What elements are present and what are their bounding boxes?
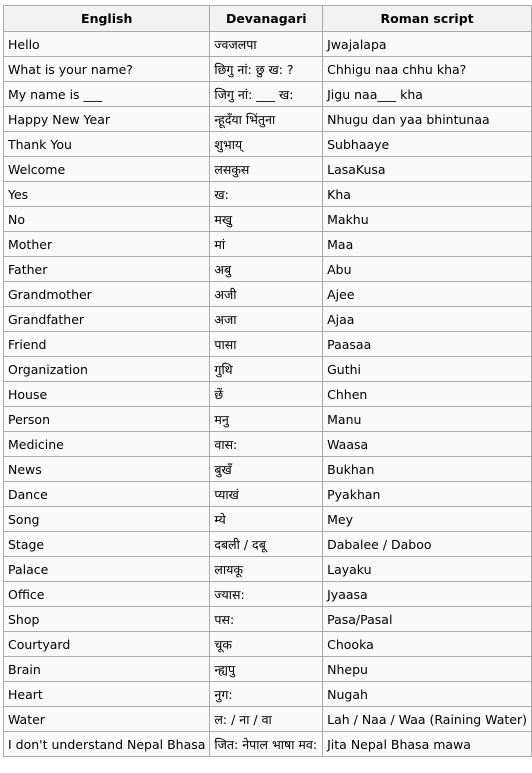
roman-script-cell: Pasa/Pasal xyxy=(323,607,532,632)
table-row xyxy=(4,707,532,732)
roman-script-cell: Jigu naa___ kha xyxy=(323,82,532,107)
table-row xyxy=(4,57,532,82)
table-row xyxy=(4,307,532,332)
table-row xyxy=(4,432,532,457)
table-row xyxy=(4,582,532,607)
roman-script-cell: Kha xyxy=(323,182,532,207)
english-cell: Person xyxy=(4,407,210,432)
devanagari-cell: चूक xyxy=(210,632,323,657)
roman-script-cell: Mey xyxy=(323,507,532,532)
english-cell: Office xyxy=(4,582,210,607)
table-row xyxy=(4,332,532,357)
devanagari-cell: न्ह्यपु xyxy=(210,657,323,682)
english-cell: Grandmother xyxy=(4,282,210,307)
devanagari-cell: ज्यास: xyxy=(210,582,323,607)
english-cell: News xyxy=(4,457,210,482)
roman-script-cell: Abu xyxy=(323,257,532,282)
roman-script-cell: Manu xyxy=(323,407,532,432)
devanagari-cell: लसकुस xyxy=(210,157,323,182)
english-cell: Mother xyxy=(4,232,210,257)
english-cell: No xyxy=(4,207,210,232)
devanagari-cell: बुखँ xyxy=(210,457,323,482)
english-cell: Father xyxy=(4,257,210,282)
column-header-english: English xyxy=(4,6,210,32)
english-cell: Grandfather xyxy=(4,307,210,332)
table-header-row xyxy=(4,6,532,32)
roman-script-cell: Maa xyxy=(323,232,532,257)
english-cell: Shop xyxy=(4,607,210,632)
table-row xyxy=(4,132,532,157)
roman-script-cell: Chooka xyxy=(323,632,532,657)
vocabulary-table xyxy=(3,5,532,757)
english-cell: Thank You xyxy=(4,132,210,157)
roman-script-cell: Ajaa xyxy=(323,307,532,332)
devanagari-cell: ज्वजलपा xyxy=(210,32,323,57)
english-cell: Welcome xyxy=(4,157,210,182)
column-header-roman-script: Roman script xyxy=(323,6,532,32)
column-header-devanagari: Devanagari xyxy=(210,6,323,32)
devanagari-cell: नुग: xyxy=(210,682,323,707)
table-row xyxy=(4,207,532,232)
devanagari-cell: दबली / दबू xyxy=(210,532,323,557)
table-row xyxy=(4,632,532,657)
devanagari-cell: छें xyxy=(210,382,323,407)
english-cell: Dance xyxy=(4,482,210,507)
english-cell: Yes xyxy=(4,182,210,207)
roman-script-cell: Makhu xyxy=(323,207,532,232)
roman-script-cell: Jyaasa xyxy=(323,582,532,607)
devanagari-cell: लायकू xyxy=(210,557,323,582)
devanagari-cell: मां xyxy=(210,232,323,257)
roman-script-cell: Bukhan xyxy=(323,457,532,482)
roman-script-cell: Lah / Naa / Waa (Raining Water) xyxy=(323,707,532,732)
vocabulary-table-container xyxy=(3,5,532,757)
english-cell: Courtyard xyxy=(4,632,210,657)
english-cell: Hello xyxy=(4,32,210,57)
table-row xyxy=(4,382,532,407)
table-row xyxy=(4,682,532,707)
roman-script-cell: Waasa xyxy=(323,432,532,457)
roman-script-cell: Nhugu dan yaa bhintunaa xyxy=(323,107,532,132)
roman-script-cell: Subhaaye xyxy=(323,132,532,157)
table-row xyxy=(4,607,532,632)
table-row xyxy=(4,657,532,682)
table-row xyxy=(4,32,532,57)
english-cell: Medicine xyxy=(4,432,210,457)
english-cell: I don't understand Nepal Bhasa xyxy=(4,732,210,757)
roman-script-cell: Layaku xyxy=(323,557,532,582)
devanagari-cell: अजा xyxy=(210,307,323,332)
table-row xyxy=(4,282,532,307)
devanagari-cell: जित: नेपाल भाषा मव: xyxy=(210,732,323,757)
table-body xyxy=(4,32,532,757)
devanagari-cell: मनु xyxy=(210,407,323,432)
table-row xyxy=(4,457,532,482)
roman-script-cell: Jita Nepal Bhasa mawa xyxy=(323,732,532,757)
table-row xyxy=(4,482,532,507)
table-row xyxy=(4,532,532,557)
roman-script-cell: Guthi xyxy=(323,357,532,382)
roman-script-cell: Dabalee / Daboo xyxy=(323,532,532,557)
english-cell: Happy New Year xyxy=(4,107,210,132)
roman-script-cell: Chhigu naa chhu kha? xyxy=(323,57,532,82)
table-row xyxy=(4,82,532,107)
table-row xyxy=(4,182,532,207)
roman-script-cell: Jwajalapa xyxy=(323,32,532,57)
devanagari-cell: अजी xyxy=(210,282,323,307)
english-cell: My name is ___ xyxy=(4,82,210,107)
roman-script-cell: Nhepu xyxy=(323,657,532,682)
devanagari-cell: अबु xyxy=(210,257,323,282)
roman-script-cell: Pyakhan xyxy=(323,482,532,507)
english-cell: What is your name? xyxy=(4,57,210,82)
devanagari-cell: जिगु नां: ___ ख: xyxy=(210,82,323,107)
table-row xyxy=(4,557,532,582)
devanagari-cell: म्ये xyxy=(210,507,323,532)
table-row xyxy=(4,107,532,132)
devanagari-cell: ख: xyxy=(210,182,323,207)
table-row xyxy=(4,357,532,382)
roman-script-cell: Paasaa xyxy=(323,332,532,357)
english-cell: Organization xyxy=(4,357,210,382)
english-cell: Brain xyxy=(4,657,210,682)
devanagari-cell: मखु xyxy=(210,207,323,232)
roman-script-cell: Chhen xyxy=(323,382,532,407)
roman-script-cell: LasaKusa xyxy=(323,157,532,182)
devanagari-cell: पस: xyxy=(210,607,323,632)
english-cell: Friend xyxy=(4,332,210,357)
devanagari-cell: न्हूदँया भिंतुना xyxy=(210,107,323,132)
devanagari-cell: प्याखं xyxy=(210,482,323,507)
english-cell: Palace xyxy=(4,557,210,582)
english-cell: Water xyxy=(4,707,210,732)
roman-script-cell: Nugah xyxy=(323,682,532,707)
table-row xyxy=(4,232,532,257)
english-cell: Song xyxy=(4,507,210,532)
devanagari-cell: ल: / ना / वा xyxy=(210,707,323,732)
english-cell: Stage xyxy=(4,532,210,557)
table-row xyxy=(4,507,532,532)
table-row xyxy=(4,732,532,757)
table-row xyxy=(4,257,532,282)
roman-script-cell: Ajee xyxy=(323,282,532,307)
english-cell: House xyxy=(4,382,210,407)
devanagari-cell: छिगु नां: छु ख: ? xyxy=(210,57,323,82)
table-row xyxy=(4,407,532,432)
devanagari-cell: पासा xyxy=(210,332,323,357)
table-row xyxy=(4,157,532,182)
devanagari-cell: वास: xyxy=(210,432,323,457)
devanagari-cell: गुथि xyxy=(210,357,323,382)
devanagari-cell: शुभाय् xyxy=(210,132,323,157)
english-cell: Heart xyxy=(4,682,210,707)
